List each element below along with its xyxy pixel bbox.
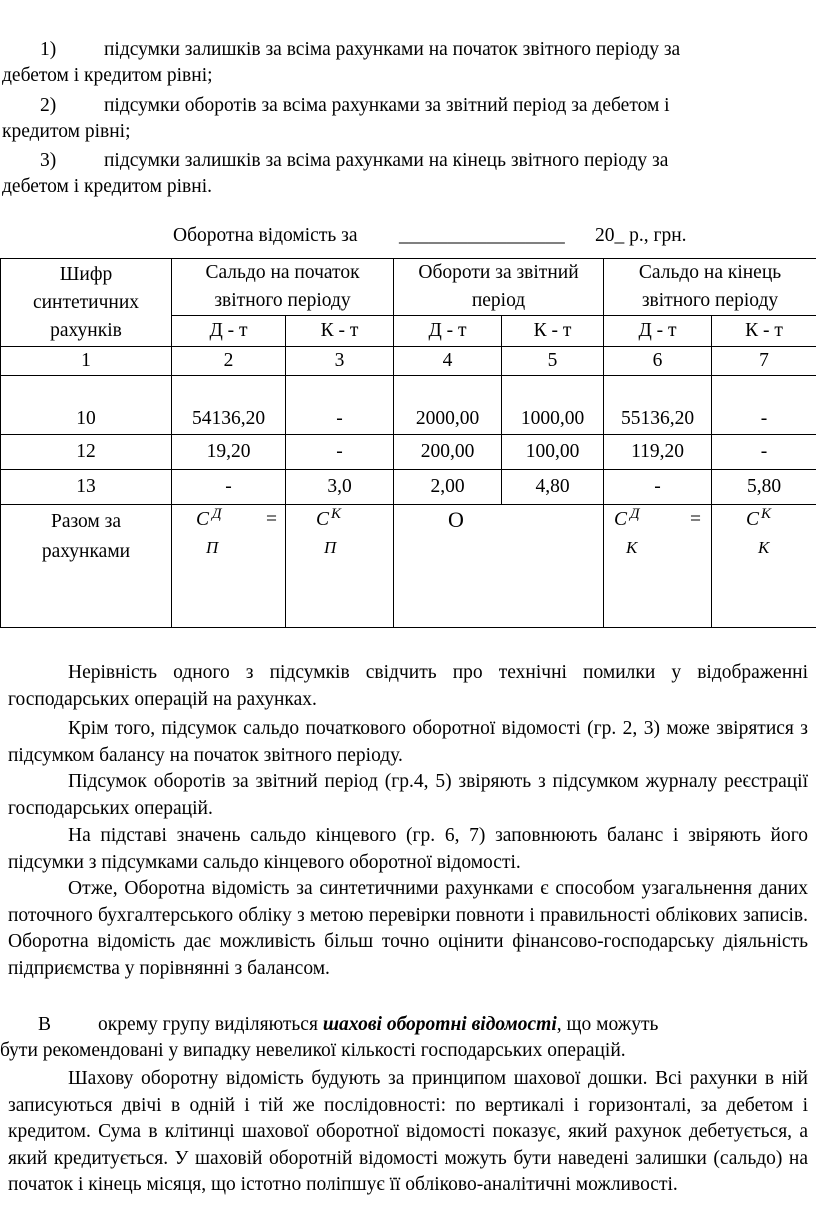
table-cell: 19,20 — [172, 435, 286, 470]
paragraph-6-lead: В — [38, 1014, 52, 1035]
paragraph-6-line2: бути рекомендовані у випадку невеликої кількості господарських операцій. — [0, 1040, 626, 1061]
table-cell: 54136,20 — [172, 376, 286, 435]
symbol-c: С — [614, 509, 628, 530]
list-number-2: 2) — [40, 95, 57, 116]
symbol-eq: = — [266, 509, 277, 530]
table-cell: 200,00 — [394, 435, 502, 470]
list-number-1: 1) — [40, 39, 57, 60]
table-cell: 10 — [1, 376, 172, 435]
list-item-1-line1: підсумки залишків за всіма рахунками на початок звітного періоду за — [104, 39, 681, 60]
index-cell: 7 — [712, 347, 816, 376]
header-account-code-l3: рахунків — [50, 319, 122, 341]
list-item-2-line2: кредитом рівні; — [2, 121, 131, 142]
symbol-eq: = — [690, 509, 702, 530]
turnover-sheet-table — [0, 258, 816, 628]
table-cell: 12 — [1, 435, 172, 470]
header-opening-balance-l1: Сальдо на початок — [205, 262, 360, 283]
table-cell: 3,0 — [286, 470, 394, 505]
table-cell: 4,80 — [502, 470, 604, 505]
header-debit: Д - т — [394, 316, 502, 347]
header-closing-balance-l2: звітного періоду — [641, 290, 779, 311]
paragraph-6-tail: , що можуть — [556, 1014, 659, 1035]
caption-tail: 20_ р., грн. — [595, 225, 687, 246]
symbol-p: П — [324, 538, 337, 557]
header-credit: К - т — [502, 316, 604, 347]
table-row — [1, 435, 816, 470]
total-label-l2: рахунками — [41, 541, 131, 562]
table-cell: 5,80 — [712, 470, 816, 505]
index-cell: 1 — [1, 347, 172, 376]
header-opening-balance-l2: звітного періоду — [214, 290, 351, 311]
table-row — [1, 470, 816, 505]
table-cell: 13 — [1, 470, 172, 505]
paragraph-1-text: Нерівність одного з підсумків свідчить про технічні помилки у відображенні господарських операцій на рахунках. — [8, 662, 808, 710]
header-account-code — [1, 259, 172, 347]
paragraph-5 — [8, 876, 808, 982]
paragraph-3-text: Підсумок оборотів за звітний період (гр.4, 5) звіряють з підсумком журналу реєстрації господарських операцій. — [8, 771, 808, 819]
table-cell: 100,00 — [502, 435, 604, 470]
caption-text: Оборотна відомість за — [173, 225, 358, 246]
symbol-k: К — [761, 506, 771, 522]
caption-blank: _________________ — [399, 225, 565, 246]
symbol-o: О — [448, 507, 464, 532]
symbol-c: С — [746, 509, 760, 530]
paragraph-6-line1 — [98, 1012, 658, 1038]
symbol-k: К — [331, 506, 341, 522]
table-cell: 2000,00 — [394, 376, 502, 435]
table-row — [1, 376, 816, 435]
header-closing-balance — [604, 259, 816, 316]
header-opening-balance — [172, 259, 394, 316]
header-credit: К - т — [712, 316, 816, 347]
symbol-d: Д — [212, 506, 222, 522]
paragraph-7 — [8, 1066, 808, 1199]
total-label — [1, 505, 172, 628]
header-account-code-l2: синтетичних — [32, 291, 140, 313]
table-cell: - — [712, 435, 816, 470]
paragraph-7-text: Шахову оборотну відомість будують за принципом шахової дошки. Всі рахунки в ній записуються двічі в одній і тій же послідовності: по вертикалі і горизонталі, за дебетом і кредитом. Сума в клітинці шахової оборотної відомості показує, який рахунок дебетується, а який кредитується. У шаховій оборотній відомості можуть бути наведені залишки (сальдо) на початок і кінець місяця, що істотно поліпшує її обліково-аналітичні можливості. — [8, 1068, 808, 1195]
paragraph-4-text: На підставі значень сальдо кінцевого (гр. 6, 7) заповнюють баланс і звіряють його підсумки з підсумками сальдо кінцевого оборотної відомості. — [8, 825, 808, 873]
paragraph-6-text: окрему групу виділяються — [98, 1014, 318, 1035]
header-row — [1, 259, 816, 316]
list-item-1-line2: дебетом і кредитом рівні; — [2, 65, 213, 86]
symbol-k: К — [626, 538, 638, 557]
paragraph-1 — [8, 660, 808, 713]
symbol-d: Д — [630, 506, 640, 522]
header-debit: Д - т — [604, 316, 712, 347]
header-account-code-l1: Шифр — [59, 263, 113, 285]
table-cell: 119,20 — [604, 435, 712, 470]
table-cell: - — [172, 470, 286, 505]
index-cell: 3 — [286, 347, 394, 376]
table-cell: - — [712, 376, 816, 435]
total-opening-debit — [172, 505, 286, 628]
index-cell: 5 — [502, 347, 604, 376]
symbol-k: К — [758, 538, 770, 557]
table-cell: 2,00 — [394, 470, 502, 505]
paragraph-3 — [8, 769, 808, 822]
total-opening-credit — [286, 505, 394, 628]
table-cell: 55136,20 — [604, 376, 712, 435]
paragraph-5-text: Отже, Оборотна відомість за синтетичними рахунками є способом узагальнення даних поточного бухгалтерського обліку з метою перевірки повноти і правильності облікових записів. Оборотна відомість дає можливість більш точно оцінити фінансово-господарську діяльність підприємства у порівнянні з балансом. — [8, 878, 808, 979]
total-closing-credit — [712, 505, 816, 628]
list-item-3-line2: дебетом і кредитом рівні. — [2, 176, 212, 197]
symbol-c: С — [196, 509, 210, 530]
header-turnover-l1: Обороти за звітний — [418, 262, 579, 283]
total-closing-debit — [604, 505, 712, 628]
index-cell: 4 — [394, 347, 502, 376]
list-number-3: 3) — [40, 150, 57, 171]
table-cell: - — [286, 376, 394, 435]
index-cell: 6 — [604, 347, 712, 376]
paragraph-4 — [8, 823, 808, 876]
total-turnover — [394, 505, 604, 628]
list-item-3-line1: підсумки залишків за всіма рахунками на кінець звітного періоду за — [104, 150, 669, 171]
table-cell: - — [286, 435, 394, 470]
total-row — [1, 505, 816, 628]
header-debit: Д - т — [172, 316, 286, 347]
header-turnover-l2: період — [471, 290, 526, 311]
paragraph-2-text: Крім того, підсумок сальдо початкового оборотної відомості (гр. 2, 3) може звірятися з підсумком балансу на початок звітного періоду. — [8, 718, 808, 766]
list-item-2-line1: підсумки оборотів за всіма рахунками за звітний період за дебетом і — [104, 95, 670, 116]
table-cell: - — [604, 470, 712, 505]
table-cell: 1000,00 — [502, 376, 604, 435]
total-label-l1: Разом за — [50, 511, 122, 532]
index-row — [1, 347, 816, 376]
symbol-p: П — [206, 538, 219, 557]
header-turnover — [394, 259, 604, 316]
header-credit: К - т — [286, 316, 394, 347]
header-closing-balance-l1: Сальдо на кінець — [638, 262, 782, 283]
paragraph-2 — [8, 716, 808, 769]
symbol-c: С — [316, 509, 330, 530]
index-cell: 2 — [172, 347, 286, 376]
paragraph-6-emphasis: шахові оборотні відомості — [322, 1014, 557, 1035]
